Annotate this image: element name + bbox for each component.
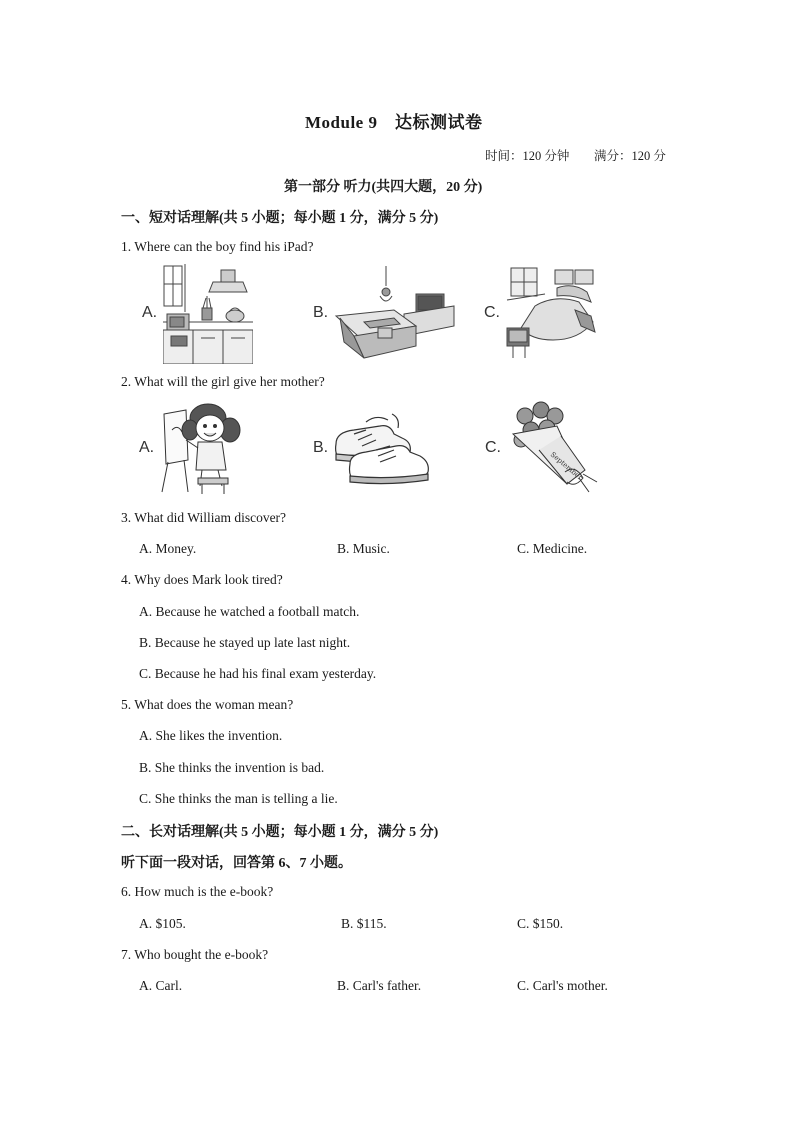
shoes-picture — [332, 410, 432, 488]
option[interactable]: C. Medicine. — [517, 541, 588, 556]
option[interactable]: B. Music. — [337, 541, 390, 556]
option-label: C. — [484, 304, 500, 321]
question-stem: 6. How much is the e-book? — [121, 884, 274, 899]
option-label: C. — [485, 439, 501, 456]
option[interactable]: A. $105. — [139, 916, 186, 931]
question-stem: 7. Who bought the e-book? — [121, 947, 269, 962]
girl-painting-picture — [158, 400, 254, 496]
time-limit: 时间：120 分钟 — [485, 149, 570, 163]
option[interactable]: B. Because he stayed up late last night. — [139, 635, 351, 650]
option-label: B. — [313, 304, 329, 321]
option[interactable]: B. Carl's father. — [337, 978, 422, 993]
flowers-picture — [509, 400, 601, 496]
option[interactable]: B. $115. — [341, 916, 387, 931]
living-room-picture — [334, 266, 458, 364]
page-title: Module 9 达标测试卷 — [305, 113, 483, 132]
option[interactable]: C. Carl's mother. — [517, 978, 608, 993]
section-heading: 一、短对话理解(共 5 小题；每小题 1 分，满分 5 分) — [121, 211, 439, 226]
bedroom-picture — [505, 266, 601, 362]
option-label: A. — [142, 304, 158, 321]
option[interactable]: C. She thinks the man is telling a lie. — [139, 791, 338, 806]
part-heading: 第一部分 听力(共四大题，20 分) — [284, 180, 483, 195]
question-stem: 4. Why does Mark look tired? — [121, 572, 283, 587]
option-label: A. — [139, 439, 155, 456]
option-label: B. — [313, 439, 329, 456]
bouquet-tag-text: September — [548, 450, 584, 482]
section-heading: 二、长对话理解(共 5 小题；每小题 1 分，满分 5 分) — [121, 825, 439, 840]
option[interactable]: C. Because he had his final exam yesterday. — [139, 666, 377, 681]
option[interactable]: A. Money. — [139, 541, 197, 556]
full-score: 满分：120 分 — [594, 149, 666, 163]
section-instruction: 听下面一段对话，回答第 6、7 小题。 — [121, 856, 352, 871]
option[interactable]: B. She thinks the invention is bad. — [139, 760, 325, 775]
question-stem: 5. What does the woman mean? — [121, 697, 294, 712]
question-stem: 2. What will the girl give her mother? — [121, 374, 325, 389]
option[interactable]: C. $150. — [517, 916, 564, 931]
option[interactable]: A. Because he watched a football match. — [139, 604, 360, 619]
kitchen-picture — [163, 264, 253, 364]
question-stem: 1. Where can the boy find his iPad? — [121, 239, 314, 254]
question-stem: 3. What did William discover? — [121, 510, 287, 525]
option[interactable]: A. Carl. — [139, 978, 183, 993]
option[interactable]: A. She likes the invention. — [139, 728, 283, 743]
